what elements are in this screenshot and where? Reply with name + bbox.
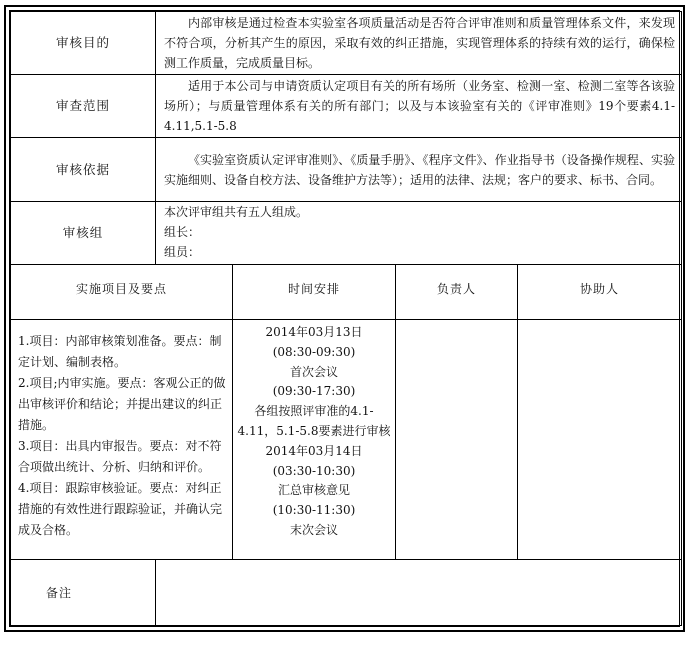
schedule-cell [233, 320, 396, 560]
schedule-activity-3: 汇总审核意见 [277, 483, 350, 498]
team-label: 审核组 [11, 202, 156, 265]
team-row [11, 202, 682, 265]
col-header-assistant: 协助人 [518, 265, 682, 320]
basis-row [11, 138, 682, 202]
items-cell [11, 320, 233, 560]
item-4: 4.项目：跟踪审核验证。要点：对纠正措施的有效性进行跟踪验证，并确认完成及合格。 [18, 481, 223, 537]
scope-label: 审查范围 [11, 75, 156, 138]
purpose-label: 审核目的 [11, 12, 156, 75]
schedule-date-2: 2014年03月14日 [265, 443, 363, 458]
basis-text: 《实验室资质认定评审准则》、《质量手册》、《程序文件》、作业指导书（设备操作规程、实验实施细则、设备自校方法、设备维护方法等）；适用的法律、法规；客户的要求、标书、合同。 [156, 138, 682, 202]
team-line-leader: 组长： [164, 225, 201, 239]
schedule-time-3: (03:30-10:30) [272, 463, 356, 478]
audit-plan-inner-border [9, 10, 680, 627]
scope-row [11, 75, 682, 138]
schedule-time-1: (08:30-09:30) [272, 344, 356, 359]
assistant-cell [518, 320, 682, 560]
plan-detail-row [11, 320, 682, 560]
item-1: 1.项目：内部审核策划准备。要点：制定计划、编制表格。 [18, 334, 222, 369]
schedule-activity-4: 末次会议 [289, 522, 338, 537]
schedule-activity-2: 各组按照评审准的4.1-4.11，5.1-5.8要素进行审核 [237, 404, 391, 438]
schedule-date-1: 2014年03月13日 [265, 325, 363, 339]
team-line-summary: 本次评审组共有五人组成。 [164, 205, 309, 219]
item-2: 2.项目;内审实施。要点：客观公正的做出审核评价和结论；并提出建议的纠正措施。 [18, 376, 226, 432]
remarks-row [11, 560, 682, 626]
col-header-owner: 负责人 [396, 265, 518, 320]
team-cell [156, 202, 682, 265]
schedule-time-4: (10:30-11:30) [272, 503, 356, 518]
scope-text: 适用于本公司与申请资质认定项目有关的所有场所（业务室、检测一室、检测二室等各该验场所）；与质量管理体系有关的所有部门；以及与本该验室有关的《评审准则》19个要素4.1-4.11,5.1-5.8 [156, 75, 682, 138]
basis-label: 审核依据 [11, 138, 156, 202]
schedule-activity-1: 首次会议 [289, 364, 338, 379]
purpose-row [11, 12, 682, 75]
item-3: 3.项目：出具内审报告。要点：对不符合项做出统计、分析、归纳和评价。 [18, 439, 222, 474]
col-header-schedule: 时间安排 [233, 265, 396, 320]
remarks-content [156, 560, 682, 626]
remarks-label: 备注 [11, 560, 156, 626]
owner-cell [396, 320, 518, 560]
audit-plan-frame [4, 5, 685, 632]
team-line-members: 组员： [164, 245, 201, 259]
column-header-row [11, 265, 682, 320]
audit-plan-table [10, 11, 682, 626]
schedule-time-2: (09:30-17:30) [272, 384, 356, 399]
col-header-items: 实施项目及要点 [11, 265, 233, 320]
purpose-text: 内部审核是通过检查本实验室各项质量活动是否符合评审准则和质量管理体系文件，来发现不符合项，分析其产生的原因，采取有效的纠正措施，实现管理体系的持续有效的运行，确保检测工作质量，完成质量目标。 [156, 12, 682, 75]
